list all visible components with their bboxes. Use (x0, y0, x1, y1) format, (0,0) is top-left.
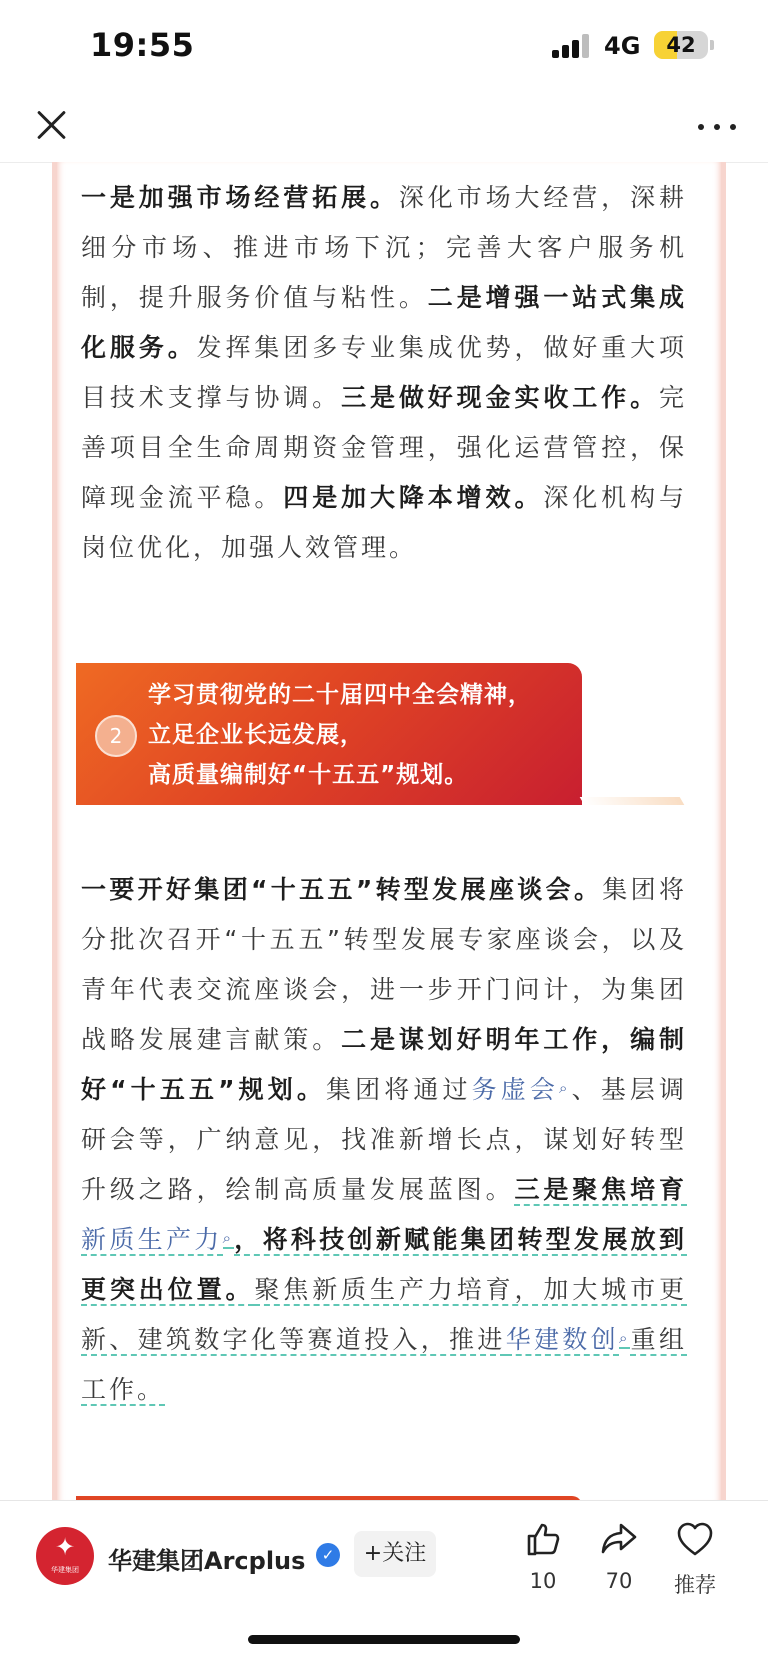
avatar[interactable] (36, 1527, 94, 1585)
heart-icon (675, 1519, 715, 1559)
status-time: 19:55 (90, 26, 195, 64)
battery-icon (654, 31, 708, 59)
thumbs-up-icon (523, 1519, 563, 1559)
bold-text: 一要开好集团“十五五”转型发展座谈会。 (81, 875, 603, 904)
article-paragraph-2 (81, 865, 687, 1415)
section-title-line-2: 立足企业长远发展， (148, 722, 364, 748)
body-text: 、基层调研会等，广纳意见，找准新增长点，谋划好转型升级之路，绘制高质量发展蓝图。 (81, 1075, 687, 1204)
like-button[interactable] (508, 1519, 578, 1593)
section-header-ribbon (580, 797, 685, 805)
close-icon[interactable] (30, 104, 74, 148)
body-text: 集团将通过 (326, 1075, 472, 1104)
avatar-logo: ✦ (54, 1533, 76, 1561)
search-icon[interactable]: ⌕ (222, 1229, 234, 1247)
section-title-line-3: 高质量编制好“十五五”规划。 (148, 762, 469, 788)
keyword-link[interactable]: 华建数创 (505, 1325, 619, 1354)
body-text: 深化机构与岗位优化，加强人效管理。 (81, 483, 687, 562)
share-count: 70 (605, 1569, 633, 1593)
like-count: 10 (529, 1569, 557, 1593)
follow-button[interactable]: +关注 (354, 1531, 436, 1577)
share-icon (599, 1519, 639, 1559)
verified-icon: ✓ (316, 1543, 340, 1567)
bold-text: 二是谋划好明年工作，编制好“十五五”规划。 (81, 1025, 687, 1104)
account-name[interactable]: 华建集团Arcplus (108, 1547, 306, 1575)
bold-text: 三是做好现金实收工作。 (341, 383, 659, 412)
recommend-label: 推荐 (674, 1573, 716, 1597)
body-text: 聚焦新质生产力培育，加大城市更新、建筑数字化等赛道投入，推进 (81, 1275, 687, 1354)
bold-text: 四是加大降本增效。 (283, 483, 544, 512)
status-bar (0, 0, 768, 90)
body-text: 重组工作。 (81, 1325, 687, 1404)
share-button[interactable] (584, 1519, 654, 1593)
home-indicator (248, 1635, 520, 1644)
section-title-line-1: 学习贯彻党的二十届四中全会精神， (148, 682, 532, 708)
bold-text: 二是增强一站式集成化服务。 (81, 283, 687, 362)
bold-text: 一是加强市场经营拓展。 (81, 183, 399, 212)
network-type: 4G (604, 32, 641, 60)
section-title (148, 675, 532, 795)
body-text: 发挥集团多专业集成优势，做好重大项目技术支撑与协调。 (81, 333, 687, 412)
search-icon[interactable]: ⌕ (559, 1079, 571, 1097)
bold-text: 三是聚焦培育 (514, 1175, 687, 1204)
search-icon[interactable]: ⌕ (618, 1329, 631, 1347)
section-number: 2 (95, 715, 137, 757)
recommend-button[interactable] (660, 1519, 730, 1599)
top-nav-bar (0, 90, 768, 163)
body-text: 深化市场大经营，深耕细分市场、推进市场下沉；完善大客户服务机制，提升服务价值与粘性。 (81, 183, 687, 312)
section-header (76, 663, 582, 805)
body-text: 完善项目全生命周期资金管理，强化运营管控，保障现金流平稳。 (81, 383, 687, 512)
more-icon[interactable] (694, 108, 744, 142)
keyword-link[interactable]: 务虚会 (471, 1075, 560, 1104)
bold-text: ，将科技创新赋能集团转型发展放到更突出位置。 (81, 1225, 687, 1304)
battery-tip (710, 40, 714, 50)
battery-level: 42 (666, 33, 696, 57)
keyword-link[interactable]: 新质生产力 (81, 1225, 223, 1254)
article-paragraph-1 (81, 173, 687, 573)
avatar-text: 华建集团 (51, 1566, 79, 1574)
body-text: 集团将分批次召开“十五五”转型发展专家座谈会，以及青年代表交流座谈会，进一步开门问计，为集团战略发展建言献策。 (81, 875, 687, 1054)
signal-icon (552, 34, 592, 58)
